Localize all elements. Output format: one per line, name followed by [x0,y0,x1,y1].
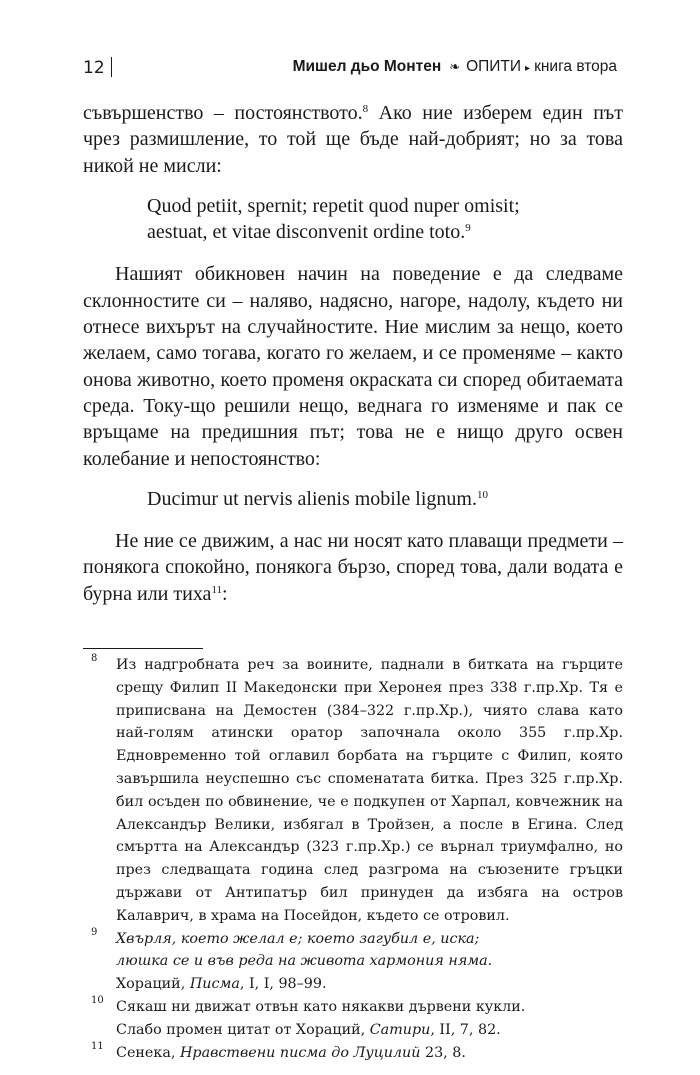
footnote-ref-11[interactable]: 11 [211,583,223,596]
paragraph-1-rest: Ако ние изберем един път чрез размишление, то той ще бъде най-добрият; но за това никой не мисли: [83,102,623,177]
footnote-ref-10[interactable]: 10 [476,488,488,501]
header-author: Мишел дьо Монтен [292,58,442,75]
footnote-10-line-1: Сякаш ни движат отвън като някакви дървени кукли. [116,998,526,1015]
page-number-divider [111,57,112,77]
paragraph-3-text: Не ние се движим, а нас ни носят като плаващи предмети – понякога спокойно, понякога бързо, според това, дали водата е бурна или тиха [83,530,623,605]
footnote-11-work: Нравствени писма до Луцилий [179,1044,421,1061]
footnote-10-pre: Слабо промен цитат от Хораций, [116,1021,370,1038]
fleuron-icon: ❧ [449,59,461,74]
header-section: книга втора [534,58,617,75]
page-number-text: 12 [83,58,105,78]
latin-quote-1-line-2: aestuat, et vitae disconvenit ordine toto. [147,221,466,244]
footnote-9 [83,928,623,996]
footnote-9-ref: , I, I, 98–99. [239,976,327,993]
footnote-number: 10 [91,994,104,1006]
footnote-10-ref: , II, 7, 82. [430,1021,501,1038]
footnote-number: 9 [91,926,98,938]
header-book: ОПИТИ [466,58,522,75]
paragraph-1 [83,100,623,179]
footnote-11-pre: Сенека, [116,1044,180,1061]
footnote-9-work: Писма [189,976,240,993]
page-number [83,57,112,78]
footnote-10-work: Сатири [369,1021,431,1038]
latin-quote-1 [147,193,623,246]
footnote-10 [83,996,623,1042]
footnote-divider [83,648,203,649]
footnote-9-author: Хораций, [116,976,190,993]
paragraph-2: Нашият обикновен начин на поведение е да следваме склонностите си – наляво, надясно, нагоре, надолу, където ни отнесе вихърът на случайностите. Ние мислим за нещо, което желаем, само тогава, когато го желаем, и се променяме – както онова животно, което променя окраската си според обитаемата среда. Току-що решили нещо, веднага го изменяме и пак се връщаме на предишния път; това не е нищо друго освен колебание и непостоянство: [83,263,623,470]
paragraph-3-end: : [222,582,228,605]
running-header [83,57,617,83]
footnote-11 [83,1042,623,1065]
footnote-9-line-1: Хвърля, което желал е; което загубил е, иска; [116,930,480,947]
footnote-9-line-2: люшка се и във реда на живота хармония няма. [116,953,493,970]
footnotes [83,654,623,1064]
footnote-number: 8 [91,653,98,664]
footnote-11-ref: 23, 8. [420,1044,466,1061]
paragraph-3 [83,528,623,607]
running-title [293,58,617,76]
latin-quote-2-text: Ducimur ut nervis alienis mobile lignum. [147,487,477,510]
latin-quote-2 [147,486,623,512]
latin-quote-1-line-1: Quod petiit, spernit; repetit quod nuper omisit; [147,194,520,217]
paragraph-1-text: съвършенство – постоянството. [83,102,363,124]
footnote-ref-9[interactable]: 9 [465,222,471,235]
main-text [83,100,623,607]
footnote-number: 11 [91,1040,104,1052]
footnote-8 [83,654,623,928]
footnote-ref-8[interactable]: 8 [362,103,369,115]
triangle-separator-icon: ▸ [525,63,531,74]
footnote-8-text: Из надгробната реч за воините, паднали в битката на гърците срещу Филип II Македонски при Херонея през 338 г.пр.Хр. Тя е приписвана на Демостен (384–322 г.пр.Хр.), чиято слава като най-голям атински оратор започнала около 355 г.пр.Хр. Едновременно той оглавил борбата на гърците с Филип, която завършила неуспешно със споменатата битка. През 325 г.пр.Хр. бил осъден по обвинение, че е подкупен от Харпал, ковчежник на Александър Велики, избягал в Тройзен, а после в Егина. След смъртта на Александър (323 г.пр.Хр.) се върнал триумфално, но през следващата година след разгрома на съюзените гръцки държави от Антипатър бил принуден да избяга на остров Калаврич, в храма на Посейдон, където се отровил. [116,657,623,924]
